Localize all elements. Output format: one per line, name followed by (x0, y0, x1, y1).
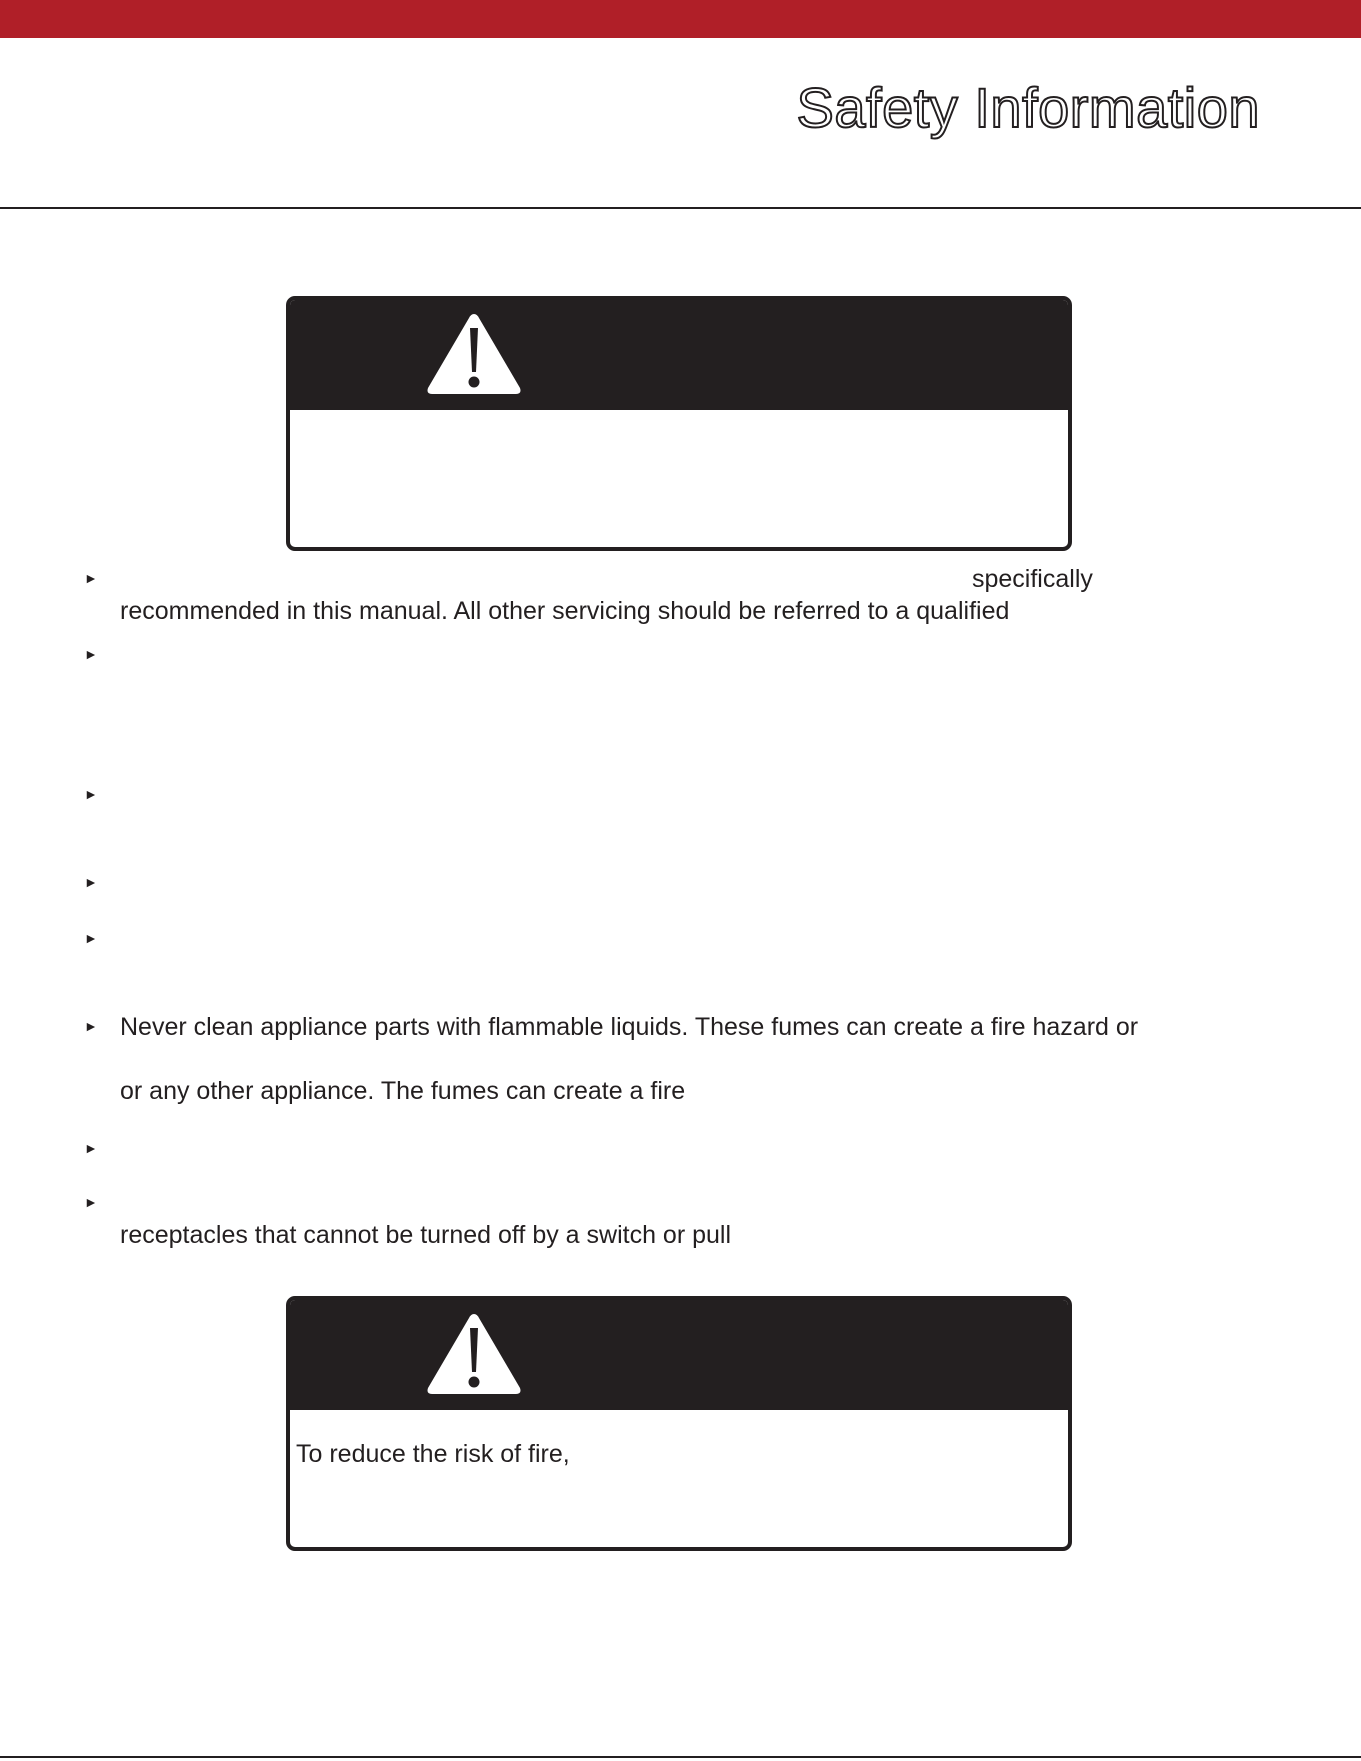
content-line: recommended in this manual. All other servicing should be referred to a qualified (120, 597, 1010, 625)
content-line: or any other appliance. The fumes can create a fire (120, 1077, 686, 1105)
content-line: Never clean appliance parts with flammable liquids. These fumes can create a fire hazard or (120, 1013, 1139, 1041)
bullet-glyph: ► (84, 646, 98, 662)
bullet-glyph: ► (84, 1140, 98, 1156)
header-color-bar (0, 0, 1361, 38)
bullet-glyph: ► (84, 1018, 98, 1034)
bullet-glyph: ► (84, 786, 98, 802)
warning-triangle-icon (424, 310, 524, 398)
content-line: receptacles that cannot be turned off by a switch or pull (120, 1221, 732, 1249)
page-title: Safety Information (796, 76, 1260, 139)
bullet-glyph: ► (84, 570, 98, 586)
warning-triangle-icon (424, 1310, 524, 1398)
warning-box-header (290, 1300, 1068, 1410)
warning-box (286, 296, 1072, 551)
footer-divider (0, 1756, 1361, 1758)
header-divider (0, 207, 1361, 209)
warning-box (286, 1296, 1072, 1551)
bullet-glyph: ► (84, 874, 98, 890)
content-line: specifically (972, 565, 1093, 593)
warning-box-text: To reduce the risk of fire, (296, 1440, 570, 1468)
bullet-glyph: ► (84, 1194, 98, 1210)
warning-box-header (290, 300, 1068, 410)
bullet-glyph: ► (84, 930, 98, 946)
